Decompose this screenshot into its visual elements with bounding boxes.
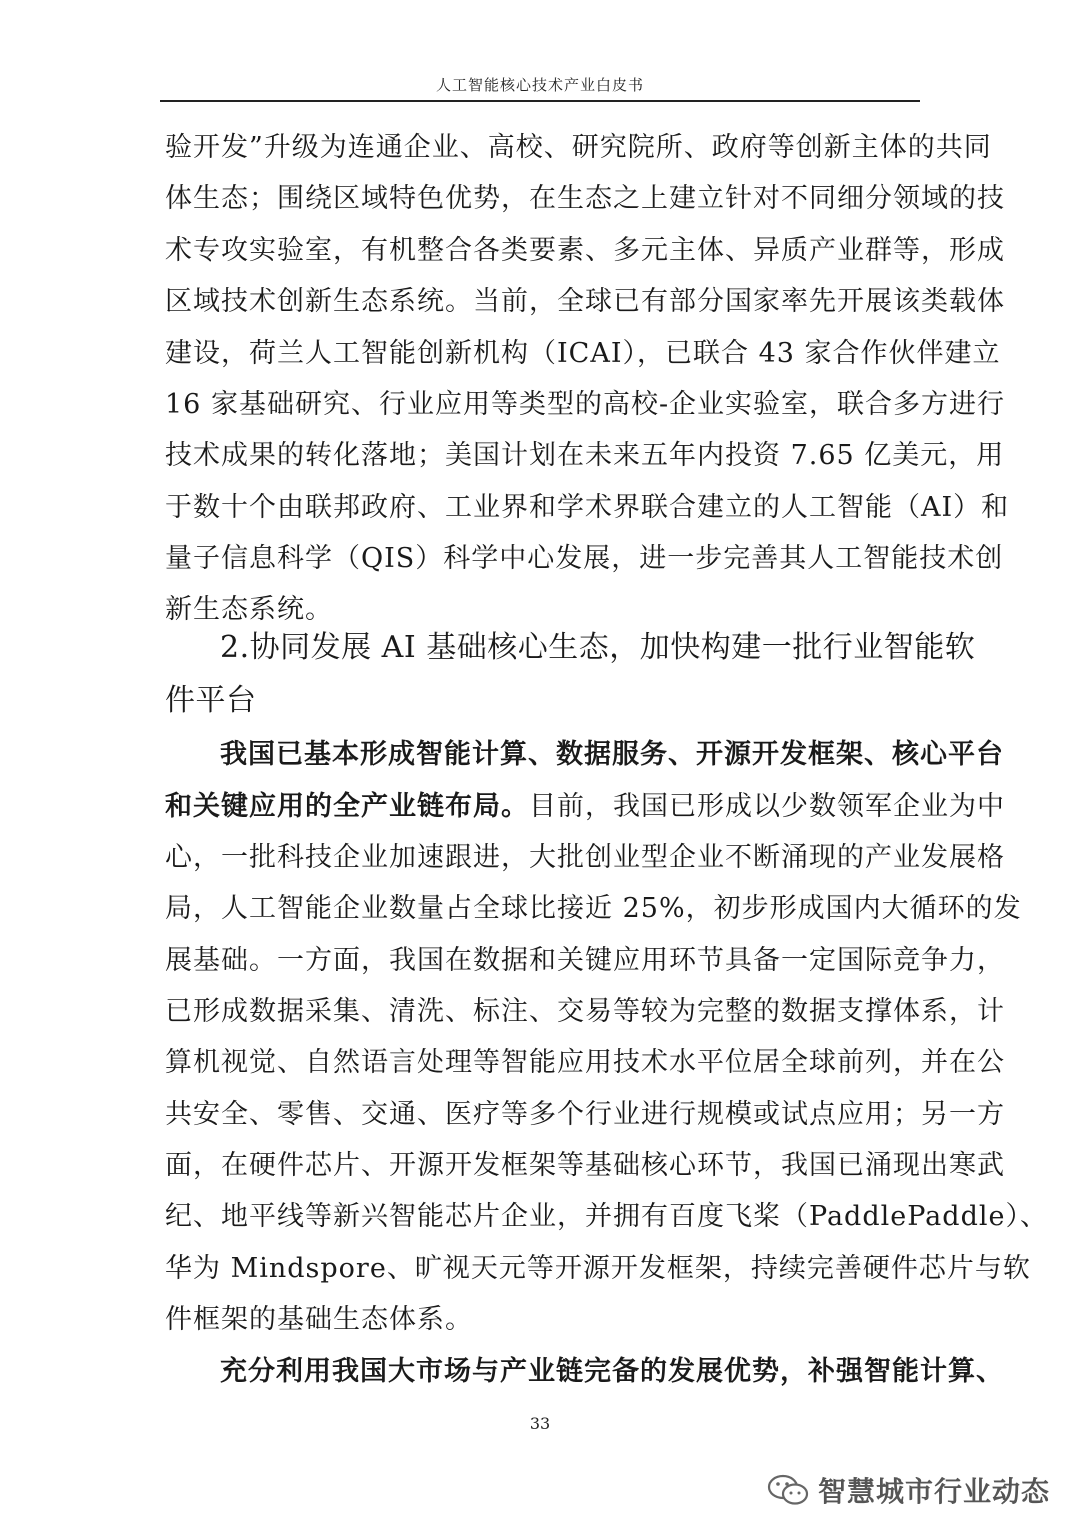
text-line: 华为 Mindspore、旷视天元等开源开发框架，持续完善硬件芯片与软 <box>165 1253 1031 1284</box>
text-line: 已形成数据采集、清洗、标注、交易等较为完整的数据支撑体系，计 <box>165 996 1005 1027</box>
text-line: 面，在硬件芯片、开源开发框架等基础核心环节，我国已涌现出寒武 <box>165 1150 1005 1181</box>
section-heading: 2.协同发展 AI 基础核心生态，加快构建一批行业智能软 <box>220 630 976 665</box>
text-line: 局，人工智能企业数量占全球比接近 25%，初步形成国内大循环的发 <box>165 893 1022 924</box>
text-line: 技术成果的转化落地；美国计划在未来五年内投资 7.65 亿美元，用 <box>165 440 1005 471</box>
bold-lead-line: 我国已基本形成智能计算、数据服务、开源开发框架、核心平台 <box>220 739 1004 770</box>
section-heading-cont: 件平台 <box>165 683 257 718</box>
header-rule <box>160 100 920 102</box>
body-text: 目前，我国已形成以少数领军企业为中 <box>529 791 1005 822</box>
text-line: 术专攻实验室，有机整合各类要素、多元主体、异质产业群等，形成 <box>165 235 1005 266</box>
text-line: 验开发”升级为连通企业、高校、研究院所、政府等创新主体的共同 <box>165 132 992 163</box>
text-line: 区域技术创新生态系统。当前，全球已有部分国家率先开展该类载体 <box>165 286 1005 317</box>
watermark <box>766 1470 1050 1510</box>
text-line: 量子信息科学（QIS）科学中心发展，进一步完善其人工智能技术创 <box>165 543 1004 574</box>
text-line: 16 家基础研究、行业应用等类型的高校-企业实验室，联合多方进行 <box>165 389 1006 420</box>
text-line: 展基础。一方面，我国在数据和关键应用环节具备一定国际竞争力， <box>165 945 1005 976</box>
text-line: 心，一批科技企业加速跟进，大批创业型企业不断涌现的产业发展格 <box>165 842 1005 873</box>
text-line: 算机视觉、自然语言处理等智能应用技术水平位居全球前列，并在公 <box>165 1047 1005 1078</box>
text-line: 建设，荷兰人工智能创新机构（ICAI），已联合 43 家合作伙伴建立 <box>165 338 1001 369</box>
bold-lead-line: 充分利用我国大市场与产业链完备的发展优势，补强智能计算、 <box>220 1356 1004 1387</box>
page-number: 33 <box>529 1414 551 1433</box>
bold-lead-text: 和关键应用的全产业链布局。 <box>165 791 529 822</box>
text-line: 于数十个由联邦政府、工业界和学术界联合建立的人工智能（AI）和 <box>165 492 1010 523</box>
running-header: 人工智能核心技术产业白皮书 <box>435 76 644 94</box>
text-line: 共安全、零售、交通、医疗等多个行业进行规模或试点应用；另一方 <box>165 1099 1005 1130</box>
text-line: 新生态系统。 <box>165 594 333 625</box>
text-line: 体生态；围绕区域特色优势，在生态之上建立针对不同细分领域的技 <box>165 183 1005 214</box>
mixed-line <box>165 789 1005 825</box>
watermark-text: 智慧城市行业动态 <box>817 1475 1050 1508</box>
text-line: 纪、地平线等新兴智能芯片企业，并拥有百度飞桨（PaddlePaddle）、 <box>165 1201 1048 1232</box>
wechat-icon <box>766 1474 810 1506</box>
text-line: 件框架的基础生态体系。 <box>165 1304 473 1335</box>
